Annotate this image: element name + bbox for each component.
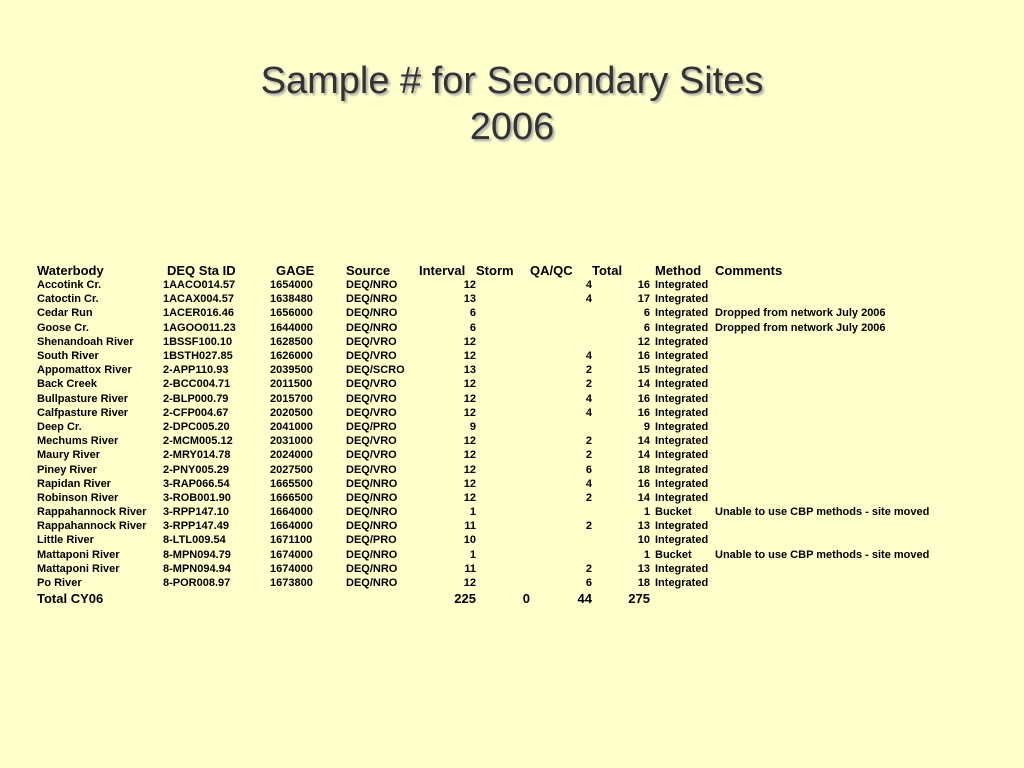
cell-storm [476,292,530,306]
cell-gage: 1664000 [270,520,313,533]
cell-storm [476,533,530,547]
cell-source: DEQ/VRO [346,435,397,448]
cell-method: Integrated [655,562,709,575]
cell-gage: 1654000 [270,279,313,292]
cell-qaqc: 6 [585,577,592,590]
cell-source: DEQ/NRO [346,307,398,320]
cell-waterbody: Catoctin Cr. [37,293,99,306]
cell-interval: 12 [463,491,476,504]
table-row [34,321,945,335]
cell-method: Integrated [655,392,709,405]
cell-interval: 1 [469,548,476,561]
cell-storm [476,377,530,391]
title-line-2: 2006 [469,106,555,148]
cell-gage: 1666500 [270,491,313,504]
cell-total: 9 [643,420,650,433]
cell-gage: 1674000 [270,562,313,575]
cell-qaqc [530,420,592,434]
cell-method: Integrated [655,378,709,391]
cell-waterbody: Calfpasture River [37,406,129,419]
cell-deq-sta-id: 3-ROB001.90 [163,491,231,504]
cell-storm [476,406,530,420]
table-row [34,306,945,320]
cell-waterbody: Mattaponi River [37,562,120,575]
table-row [34,335,945,349]
cell-total: 13 [637,520,650,533]
cell-total: 14 [637,449,650,462]
cell-interval: 12 [463,335,476,348]
cell-waterbody: Rappahannock River [37,520,147,533]
cell-gage: 1673800 [270,577,313,590]
cell-interval: 12 [463,449,476,462]
cell-waterbody: Rappahannock River [37,506,147,519]
cell-source: DEQ/SCRO [346,364,405,377]
cell-storm [476,562,530,576]
cell-gage: 2039500 [270,364,313,377]
cell-total: 10 [637,534,650,547]
cell-source: DEQ/NRO [346,548,398,561]
cell-source: DEQ/VRO [346,406,397,419]
cell-comments [715,392,945,406]
cell-method: Integrated [655,449,709,462]
cell-comments: Dropped from network July 2006 [715,307,886,320]
cell-source: DEQ/NRO [346,506,398,519]
table-row [34,477,945,491]
total-row [34,590,945,606]
total-interval: 225 [454,591,476,607]
cell-deq-sta-id: 2-APP110.93 [163,364,229,377]
cell-storm [476,349,530,363]
cell-qaqc: 4 [585,279,592,292]
cell-comments [715,562,945,576]
cell-interval: 9 [469,420,476,433]
cell-deq-sta-id: 2-BLP000.79 [163,392,229,405]
header-total: Total [592,263,623,278]
header-method: Method [655,263,702,278]
cell-waterbody: Po River [37,577,82,590]
cell-comments [715,519,945,533]
cell-storm [476,434,530,448]
cell-comments [715,420,945,434]
cell-method: Integrated [655,520,709,533]
cell-interval: 12 [463,577,476,590]
cell-total: 18 [637,463,650,476]
cell-comments [715,448,945,462]
cell-method: Bucket [655,548,692,561]
cell-method: Integrated [655,534,709,547]
cell-interval: 12 [463,477,476,490]
cell-total: 12 [637,335,650,348]
cell-source: DEQ/NRO [346,477,398,490]
cell-comments [715,406,945,420]
cell-gage: 1674000 [270,548,313,561]
cell-comments: Dropped from network July 2006 [715,321,886,334]
cell-qaqc: 2 [585,364,592,377]
cell-total: 14 [637,435,650,448]
cell-qaqc: 4 [585,293,592,306]
cell-method: Integrated [655,350,709,363]
cell-waterbody: Mechums River [37,435,119,448]
cell-interval: 12 [463,350,476,363]
cell-total: 13 [637,562,650,575]
cell-qaqc: 2 [585,491,592,504]
cell-method: Bucket [655,506,692,519]
cell-total: 6 [643,321,650,334]
total-empty-source [346,590,419,606]
cell-interval: 12 [463,378,476,391]
cell-interval: 6 [469,307,476,320]
cell-waterbody: Bullpasture River [37,392,129,405]
cell-qaqc: 6 [585,463,592,476]
cell-deq-sta-id: 8-MPN094.94 [163,562,231,575]
cell-storm [476,306,530,320]
cell-gage: 1671100 [270,534,313,547]
cell-source: DEQ/VRO [346,463,397,476]
cell-method: Integrated [655,491,709,504]
cell-storm [476,420,530,434]
table-row [34,562,945,576]
cell-total: 1 [643,548,650,561]
cell-method: Integrated [655,364,709,377]
cell-gage: 1665500 [270,477,313,490]
cell-gage: 2015700 [270,392,313,405]
cell-source: DEQ/VRO [346,378,397,391]
header-deq-sta-id: DEQ Sta ID [167,263,236,278]
cell-waterbody: Rapidan River [37,477,111,490]
cell-storm [476,519,530,533]
cell-source: DEQ/VRO [346,449,397,462]
cell-gage: 2024000 [270,449,313,462]
cell-source: DEQ/NRO [346,577,398,590]
cell-total: 16 [637,406,650,419]
cell-interval: 12 [463,435,476,448]
cell-source: DEQ/VRO [346,392,397,405]
total-storm: 0 [522,591,530,607]
cell-method: Integrated [655,406,709,419]
cell-comments: Unable to use CBP methods - site moved [715,548,930,561]
cell-storm [476,505,530,519]
cell-interval: 12 [463,392,476,405]
cell-total: 18 [637,577,650,590]
table-row [34,505,945,519]
cell-source: DEQ/VRO [346,350,397,363]
cell-comments [715,576,945,590]
cell-waterbody: South River [37,350,99,363]
cell-qaqc: 4 [585,477,592,490]
total-empty-comments [715,590,945,606]
cell-deq-sta-id: 3-RPP147.49 [163,520,230,533]
cell-interval: 13 [463,364,476,377]
cell-storm [476,392,530,406]
cell-waterbody: Deep Cr. [37,420,82,433]
cell-source: DEQ/PRO [346,420,397,433]
cell-method: Integrated [655,321,709,334]
cell-interval: 11 [464,520,476,533]
cell-method: Integrated [655,435,709,448]
cell-storm [476,491,530,505]
cell-total: 17 [637,293,650,306]
cell-waterbody: Accotink Cr. [37,279,102,292]
cell-comments [715,349,945,363]
cell-gage: 2041000 [270,420,313,433]
title-line-1: Sample # for Secondary Sites [260,60,764,102]
cell-interval: 6 [469,321,476,334]
cell-interval: 12 [463,279,476,292]
cell-method: Integrated [655,477,709,490]
cell-gage: 2020500 [270,406,313,419]
cell-total: 16 [637,350,650,363]
cell-qaqc: 4 [585,392,592,405]
cell-total: 6 [643,307,650,320]
cell-comments [715,434,945,448]
cell-method: Integrated [655,577,709,590]
header-interval: Interval [419,263,466,278]
cell-qaqc: 2 [585,449,592,462]
total-label: Total CY06 [37,591,104,607]
cell-deq-sta-id: 2-PNY005.29 [163,463,230,476]
cell-source: DEQ/PRO [346,534,397,547]
slide-title [0,58,1024,150]
cell-waterbody: Piney River [37,463,97,476]
table-row [34,491,945,505]
cell-comments [715,533,945,547]
cell-waterbody: Mattaponi River [37,548,120,561]
table-row [34,363,945,377]
total-empty-gage [270,590,346,606]
cell-deq-sta-id: 1ACER016.46 [163,307,234,320]
table-row [34,377,945,391]
cell-source: DEQ/VRO [346,335,397,348]
cell-qaqc [530,533,592,547]
cell-total: 16 [637,392,650,405]
cell-comments: Unable to use CBP methods - site moved [715,506,930,519]
cell-qaqc [530,306,592,320]
total-empty-method [650,590,715,606]
cell-source: DEQ/NRO [346,321,398,334]
cell-deq-sta-id: 8-LTL009.54 [163,534,226,547]
cell-comments [715,477,945,491]
cell-total: 16 [637,279,650,292]
cell-total: 14 [637,378,650,391]
table-row [34,434,945,448]
total-total: 275 [628,591,650,607]
header-source: Source [346,263,391,278]
cell-source: DEQ/NRO [346,279,398,292]
cell-total: 1 [643,506,650,519]
cell-gage: 1626000 [270,350,313,363]
cell-deq-sta-id: 1AACO014.57 [163,279,236,292]
header-comments: Comments [715,263,783,278]
cell-deq-sta-id: 8-POR008.97 [163,577,231,590]
cell-storm [476,335,530,349]
table-row [34,448,945,462]
cell-waterbody: Shenandoah River [37,335,134,348]
cell-qaqc: 4 [585,350,592,363]
cell-comments [715,462,945,476]
cell-storm [476,548,530,562]
cell-interval: 10 [463,534,476,547]
header-waterbody: Waterbody [37,263,104,278]
cell-waterbody: Maury River [37,449,100,462]
cell-interval: 12 [463,463,476,476]
cell-qaqc: 4 [585,406,592,419]
cell-qaqc [530,321,592,335]
table-row [34,292,945,306]
cell-comments [715,292,945,306]
cell-gage: 2027500 [270,463,313,476]
cell-storm [476,363,530,377]
cell-storm [476,448,530,462]
cell-source: DEQ/NRO [346,562,398,575]
cell-gage: 1638480 [270,293,313,306]
cell-comments [715,335,945,349]
cell-waterbody: Robinson River [37,491,119,504]
cell-total: 14 [637,491,650,504]
cell-deq-sta-id: 3-RAP066.54 [163,477,230,490]
cell-deq-sta-id: 2-CFP004.67 [163,406,229,419]
cell-comments [715,278,945,292]
cell-total: 16 [637,477,650,490]
table-row [34,576,945,590]
cell-gage: 1664000 [270,506,313,519]
table-row [34,349,945,363]
cell-source: DEQ/NRO [346,491,398,504]
cell-method: Integrated [655,293,709,306]
table-header-row [34,262,945,278]
table-row [34,533,945,547]
cell-qaqc [530,548,592,562]
cell-qaqc: 2 [585,562,592,575]
cell-deq-sta-id: 1AGOO011.23 [163,321,236,334]
total-empty-sta [163,590,270,606]
cell-deq-sta-id: 8-MPN094.79 [163,548,231,561]
cell-storm [476,462,530,476]
cell-qaqc: 2 [585,378,592,391]
sample-table [34,262,945,606]
table-row [34,406,945,420]
cell-qaqc: 2 [585,520,592,533]
cell-method: Integrated [655,420,709,433]
table-row [34,278,945,292]
table-row [34,392,945,406]
cell-qaqc: 2 [585,435,592,448]
cell-gage: 1644000 [270,321,313,334]
header-gage: GAGE [276,263,315,278]
cell-interval: 12 [463,406,476,419]
cell-deq-sta-id: 1BSTH027.85 [163,350,233,363]
cell-method: Integrated [655,307,709,320]
cell-waterbody: Appomattox River [37,364,132,377]
cell-method: Integrated [655,463,709,476]
cell-deq-sta-id: 1ACAX004.57 [163,293,234,306]
header-qaqc: QA/QC [530,263,573,278]
cell-waterbody: Back Creek [37,378,97,391]
cell-comments [715,491,945,505]
cell-gage: 1656000 [270,307,313,320]
cell-deq-sta-id: 3-RPP147.10 [163,506,230,519]
cell-interval: 1 [469,506,476,519]
cell-comments [715,363,945,377]
cell-method: Integrated [655,279,709,292]
cell-waterbody: Goose Cr. [37,321,89,334]
cell-storm [476,576,530,590]
table-row [34,519,945,533]
cell-storm [476,278,530,292]
cell-waterbody: Cedar Run [37,307,93,320]
cell-deq-sta-id: 2-BCC004.71 [163,378,231,391]
table-row [34,462,945,476]
cell-gage: 2031000 [270,435,313,448]
cell-qaqc [530,335,592,349]
cell-deq-sta-id: 2-DPC005.20 [163,420,230,433]
cell-qaqc [530,505,592,519]
cell-deq-sta-id: 2-MCM005.12 [163,435,233,448]
cell-gage: 2011500 [270,378,313,391]
cell-interval: 13 [463,293,476,306]
cell-comments [715,377,945,391]
table-body [34,278,945,590]
cell-source: DEQ/NRO [346,520,398,533]
table-row [34,420,945,434]
header-storm: Storm [476,263,514,278]
cell-storm [476,321,530,335]
cell-interval: 11 [464,562,476,575]
cell-method: Integrated [655,335,709,348]
total-qaqc: 44 [577,591,592,607]
cell-deq-sta-id: 1BSSF100.10 [163,335,233,348]
cell-gage: 1628500 [270,335,313,348]
cell-storm [476,477,530,491]
cell-waterbody: Little River [37,534,94,547]
cell-deq-sta-id: 2-MRY014.78 [163,449,231,462]
cell-source: DEQ/NRO [346,293,398,306]
table-row [34,548,945,562]
cell-total: 15 [637,364,650,377]
